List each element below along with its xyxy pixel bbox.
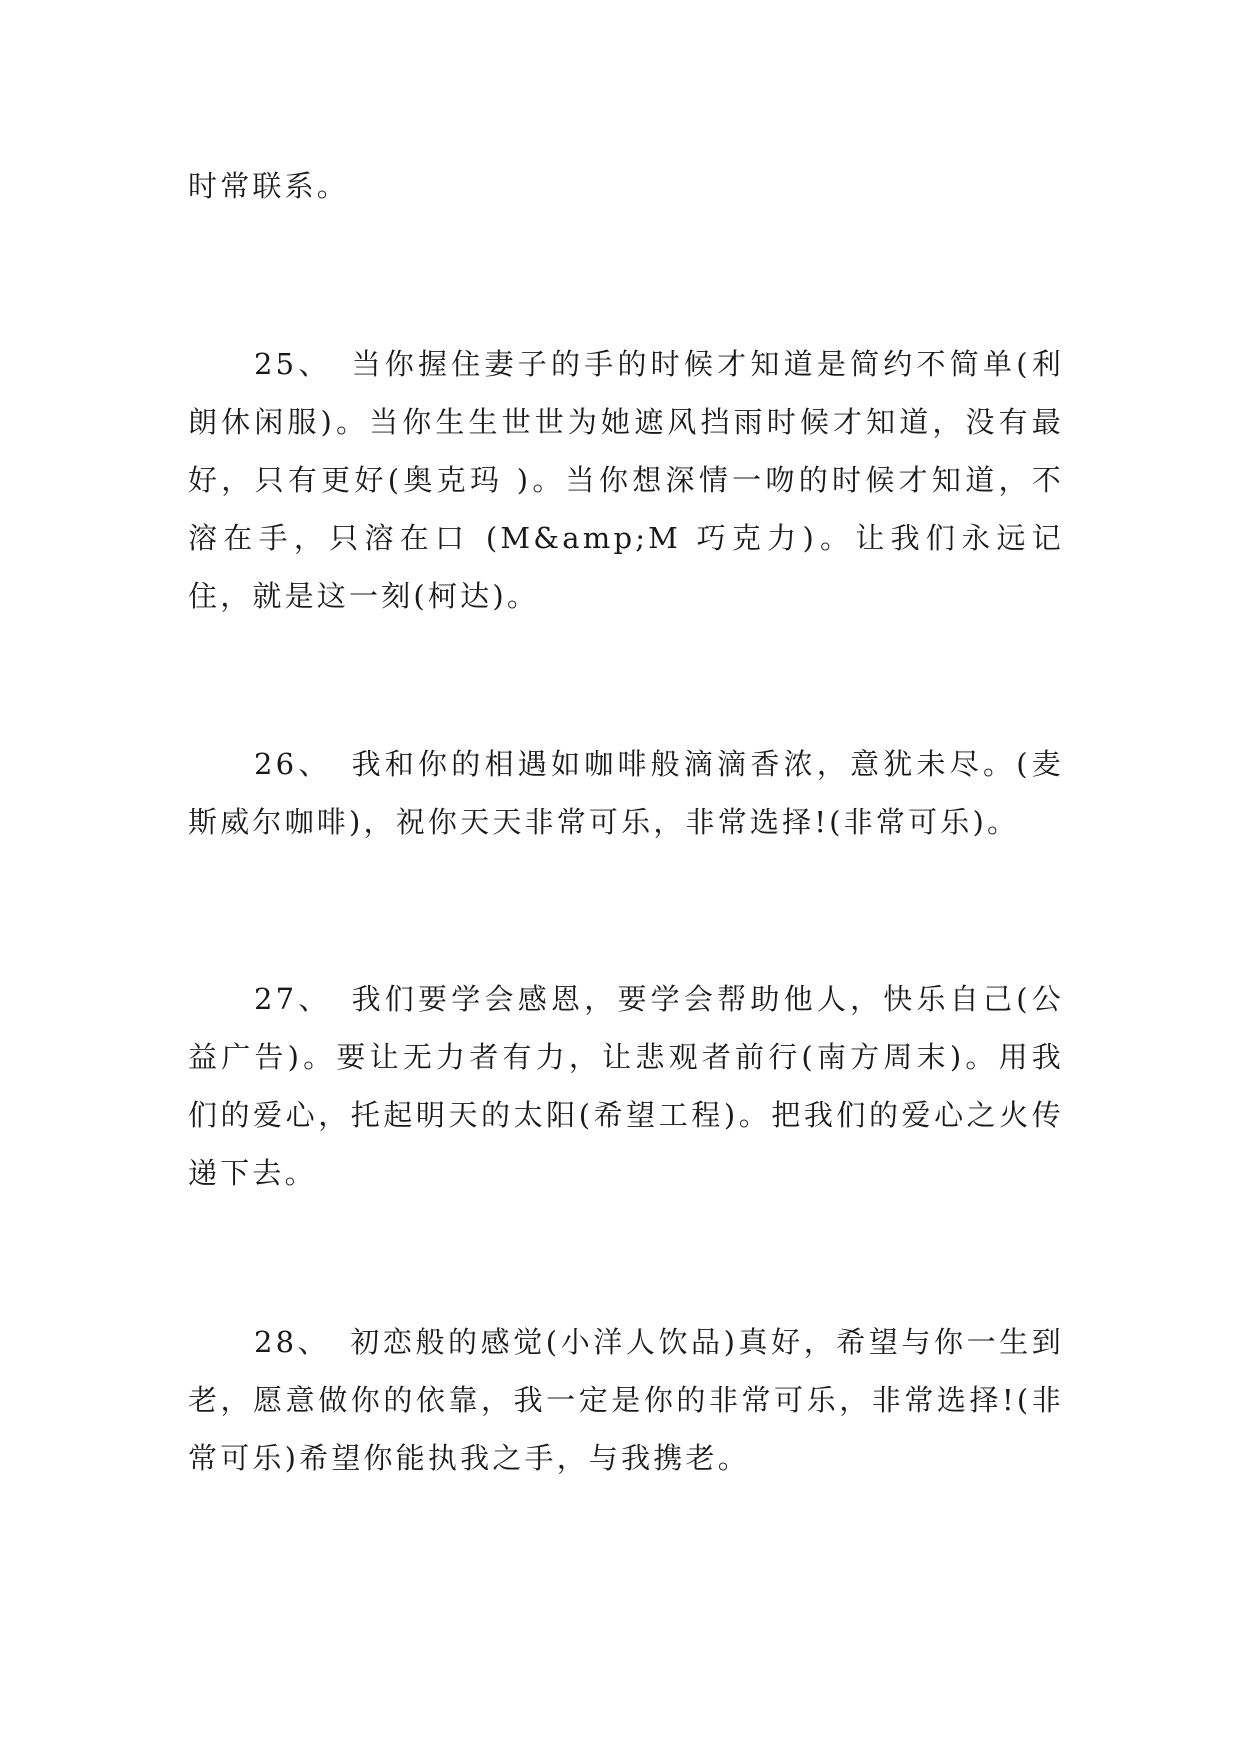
paragraph-26 xyxy=(188,735,1064,851)
paragraph-continuation xyxy=(188,157,1064,215)
paragraph-25 xyxy=(188,335,1064,625)
paragraph-text: 我们要学会感恩，要学会帮助他人，快乐自己(公益广告)。要让无力者有力，让悲观者前行(南方周末)。用我们的爱心，托起明天的太阳(希望工程)。把我们的爱心之火传递下去。 xyxy=(188,982,1064,1190)
paragraph-text: 我和你的相遇如咖啡般滴滴香浓，意犹未尽。(麦斯威尔咖啡)，祝你天天非常可乐，非常选择!(非常可乐)。 xyxy=(188,747,1064,839)
paragraph-number: 26、 xyxy=(254,747,332,781)
paragraph-text: 时常联系。 xyxy=(188,169,350,203)
paragraph-28 xyxy=(188,1313,1064,1487)
paragraph-number: 28、 xyxy=(254,1325,331,1359)
paragraph-number: 25、 xyxy=(254,347,332,381)
paragraph-27 xyxy=(188,970,1064,1202)
paragraph-number: 27、 xyxy=(254,982,332,1016)
paragraph-text: 初恋般的感觉(小洋人饮品)真好，希望与你一生到老，愿意做你的依靠，我一定是你的非常可乐，非常选择!(非常可乐)希望你能执我之手，与我携老。 xyxy=(188,1325,1064,1475)
paragraph-text: 当你握住妻子的手的时候才知道是简约不简单(利朗休闲服)。当你生生世世为她遮风挡雨时候才知道，没有最好，只有更好(奥克玛 )。当你想深情一吻的时候才知道，不溶在手，只溶在口 (M&amp;M 巧克力)。让我们永远记住，就是这一刻(柯达)。 xyxy=(188,347,1064,613)
